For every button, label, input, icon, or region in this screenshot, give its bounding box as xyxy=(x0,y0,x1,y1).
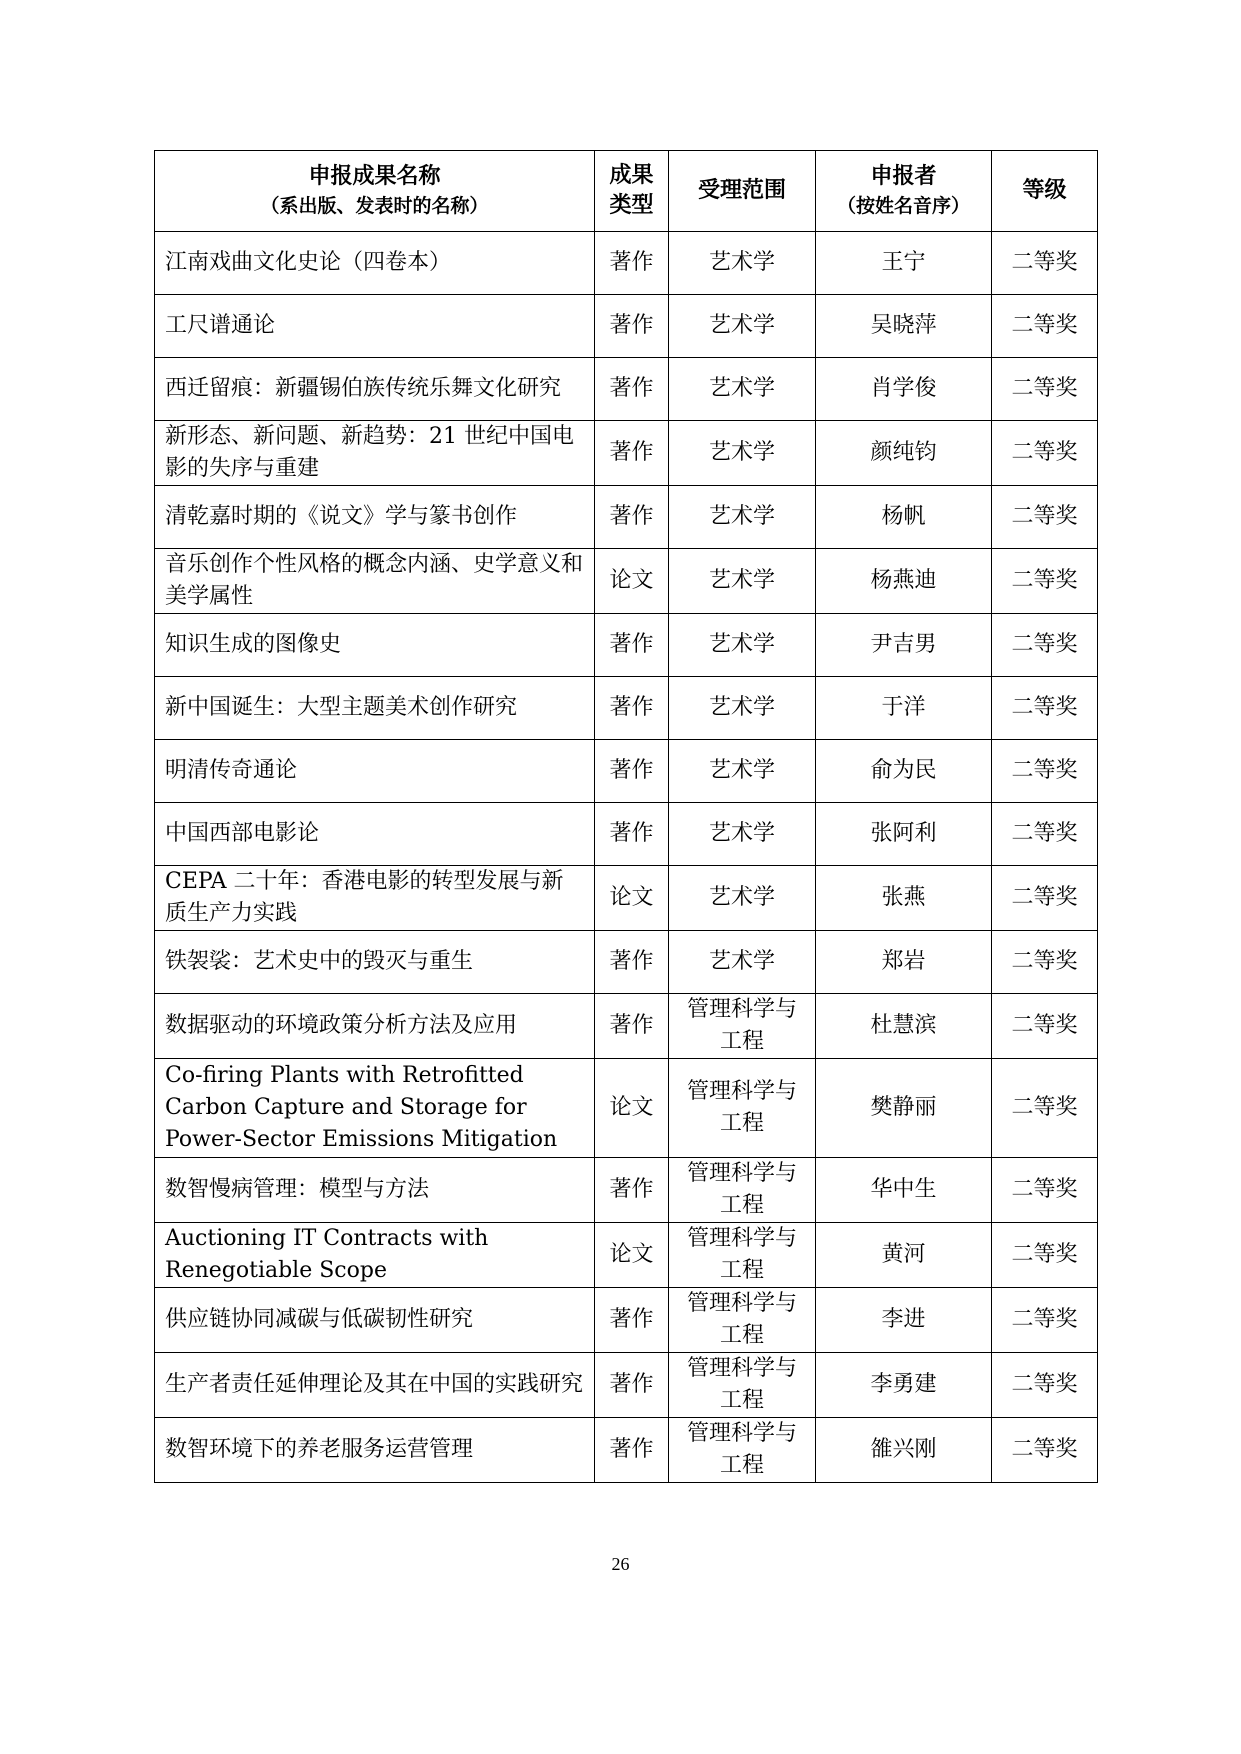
cell-title: 清乾嘉时期的《说文》学与篆书创作 xyxy=(155,486,595,549)
cell-title: 数智慢病管理：模型与方法 xyxy=(155,1158,595,1223)
table-row xyxy=(155,931,1098,994)
cell-applicant: 李勇建 xyxy=(816,1353,992,1418)
cell-scope: 艺术学 xyxy=(669,549,816,614)
header-row xyxy=(155,151,1098,232)
cell-grade: 二等奖 xyxy=(992,1418,1098,1483)
cell-scope: 艺术学 xyxy=(669,358,816,421)
cell-scope: 艺术学 xyxy=(669,866,816,931)
table-row xyxy=(155,1418,1098,1483)
cell-type: 著作 xyxy=(595,1288,669,1353)
cell-scope: 管理科学与工程 xyxy=(669,1223,816,1288)
cell-scope: 艺术学 xyxy=(669,295,816,358)
table-row xyxy=(155,1288,1098,1353)
cell-type: 著作 xyxy=(595,421,669,486)
cell-title: CEPA 二十年：香港电影的转型发展与新质生产力实践 xyxy=(155,866,595,931)
cell-applicant: 于洋 xyxy=(816,677,992,740)
table-row xyxy=(155,1158,1098,1223)
cell-scope: 艺术学 xyxy=(669,614,816,677)
cell-grade: 二等奖 xyxy=(992,1158,1098,1223)
cell-title: 铁袈裟：艺术史中的毁灭与重生 xyxy=(155,931,595,994)
cell-type: 著作 xyxy=(595,803,669,866)
cell-title: Co-firing Plants with Retrofitted Carbon Capture and Storage for Power-Sector Emissions Mitigation xyxy=(155,1059,595,1158)
cell-scope: 艺术学 xyxy=(669,677,816,740)
cell-applicant: 王宁 xyxy=(816,232,992,295)
cell-applicant: 黄河 xyxy=(816,1223,992,1288)
cell-grade: 二等奖 xyxy=(992,549,1098,614)
table-row xyxy=(155,1353,1098,1418)
cell-applicant: 吴晓萍 xyxy=(816,295,992,358)
cell-applicant: 张阿利 xyxy=(816,803,992,866)
cell-type: 著作 xyxy=(595,931,669,994)
cell-applicant: 俞为民 xyxy=(816,740,992,803)
header-applicant xyxy=(816,151,992,232)
cell-scope: 艺术学 xyxy=(669,803,816,866)
header-grade xyxy=(992,151,1098,232)
cell-grade: 二等奖 xyxy=(992,740,1098,803)
cell-type: 著作 xyxy=(595,614,669,677)
table-row xyxy=(155,994,1098,1059)
table-row xyxy=(155,549,1098,614)
cell-applicant: 杜慧滨 xyxy=(816,994,992,1059)
table-row xyxy=(155,1223,1098,1288)
table-row xyxy=(155,358,1098,421)
header-grade-label: 等级 xyxy=(1022,178,1067,203)
awards-table xyxy=(154,150,1098,1483)
cell-applicant: 郑岩 xyxy=(816,931,992,994)
cell-type: 著作 xyxy=(595,1158,669,1223)
cell-type: 著作 xyxy=(595,486,669,549)
cell-scope: 管理科学与工程 xyxy=(669,994,816,1059)
cell-applicant: 肖学俊 xyxy=(816,358,992,421)
cell-grade: 二等奖 xyxy=(992,803,1098,866)
cell-title: 明清传奇通论 xyxy=(155,740,595,803)
cell-applicant: 杨帆 xyxy=(816,486,992,549)
cell-type: 著作 xyxy=(595,994,669,1059)
cell-applicant: 杨燕迪 xyxy=(816,549,992,614)
cell-grade: 二等奖 xyxy=(992,232,1098,295)
cell-type: 论文 xyxy=(595,1223,669,1288)
cell-title: 西迁留痕：新疆锡伯族传统乐舞文化研究 xyxy=(155,358,595,421)
cell-grade: 二等奖 xyxy=(992,421,1098,486)
cell-applicant: 雒兴刚 xyxy=(816,1418,992,1483)
cell-grade: 二等奖 xyxy=(992,358,1098,421)
cell-scope: 艺术学 xyxy=(669,740,816,803)
cell-type: 论文 xyxy=(595,1059,669,1158)
table-row xyxy=(155,232,1098,295)
cell-applicant: 樊静丽 xyxy=(816,1059,992,1158)
cell-type: 论文 xyxy=(595,866,669,931)
table-row xyxy=(155,866,1098,931)
page-number: 26 xyxy=(611,1554,630,1574)
table-row xyxy=(155,1059,1098,1158)
header-title xyxy=(155,151,595,232)
cell-applicant: 李进 xyxy=(816,1288,992,1353)
header-applicant-main: 申报者 xyxy=(870,164,937,189)
table-row xyxy=(155,486,1098,549)
table-row xyxy=(155,421,1098,486)
cell-type: 著作 xyxy=(595,358,669,421)
cell-scope: 艺术学 xyxy=(669,931,816,994)
table-row xyxy=(155,614,1098,677)
cell-title: 数据驱动的环境政策分析方法及应用 xyxy=(155,994,595,1059)
cell-type: 著作 xyxy=(595,740,669,803)
cell-title: 音乐创作个性风格的概念内涵、史学意义和美学属性 xyxy=(155,549,595,614)
cell-title: 新形态、新问题、新趋势：21 世纪中国电影的失序与重建 xyxy=(155,421,595,486)
cell-scope: 艺术学 xyxy=(669,232,816,295)
cell-scope: 管理科学与工程 xyxy=(669,1059,816,1158)
cell-grade: 二等奖 xyxy=(992,486,1098,549)
cell-grade: 二等奖 xyxy=(992,866,1098,931)
cell-type: 著作 xyxy=(595,677,669,740)
header-title-main: 申报成果名称 xyxy=(308,164,441,189)
cell-applicant: 张燕 xyxy=(816,866,992,931)
cell-scope: 管理科学与工程 xyxy=(669,1158,816,1223)
cell-grade: 二等奖 xyxy=(992,295,1098,358)
cell-type: 著作 xyxy=(595,232,669,295)
cell-title: 新中国诞生：大型主题美术创作研究 xyxy=(155,677,595,740)
header-title-sub: （系出版、发表时的名称） xyxy=(260,195,489,217)
cell-grade: 二等奖 xyxy=(992,1223,1098,1288)
cell-scope: 艺术学 xyxy=(669,486,816,549)
cell-title: 供应链协同减碳与低碳韧性研究 xyxy=(155,1288,595,1353)
header-type-label: 成果类型 xyxy=(609,163,654,218)
cell-scope: 管理科学与工程 xyxy=(669,1353,816,1418)
table-row xyxy=(155,677,1098,740)
cell-title: 工尺谱通论 xyxy=(155,295,595,358)
cell-grade: 二等奖 xyxy=(992,1353,1098,1418)
cell-grade: 二等奖 xyxy=(992,677,1098,740)
cell-title: 江南戏曲文化史论（四卷本） xyxy=(155,232,595,295)
cell-grade: 二等奖 xyxy=(992,614,1098,677)
table-row xyxy=(155,740,1098,803)
cell-title: 中国西部电影论 xyxy=(155,803,595,866)
cell-scope: 艺术学 xyxy=(669,421,816,486)
cell-applicant: 尹吉男 xyxy=(816,614,992,677)
cell-grade: 二等奖 xyxy=(992,931,1098,994)
table-row xyxy=(155,295,1098,358)
cell-title: 生产者责任延伸理论及其在中国的实践研究 xyxy=(155,1353,595,1418)
cell-applicant: 华中生 xyxy=(816,1158,992,1223)
table-body xyxy=(155,232,1098,1483)
cell-scope: 管理科学与工程 xyxy=(669,1418,816,1483)
cell-type: 著作 xyxy=(595,295,669,358)
cell-type: 论文 xyxy=(595,549,669,614)
header-scope xyxy=(669,151,816,232)
cell-grade: 二等奖 xyxy=(992,994,1098,1059)
cell-title: 知识生成的图像史 xyxy=(155,614,595,677)
table-row xyxy=(155,803,1098,866)
header-scope-label: 受理范围 xyxy=(697,178,786,203)
cell-type: 著作 xyxy=(595,1418,669,1483)
cell-grade: 二等奖 xyxy=(992,1059,1098,1158)
cell-grade: 二等奖 xyxy=(992,1288,1098,1353)
cell-applicant: 颜纯钧 xyxy=(816,421,992,486)
cell-type: 著作 xyxy=(595,1353,669,1418)
header-applicant-sub: （按姓名音序） xyxy=(836,195,970,217)
cell-scope: 管理科学与工程 xyxy=(669,1288,816,1353)
cell-title: 数智环境下的养老服务运营管理 xyxy=(155,1418,595,1483)
cell-title: Auctioning IT Contracts with Renegotiable Scope xyxy=(155,1223,595,1288)
header-type xyxy=(595,151,669,232)
